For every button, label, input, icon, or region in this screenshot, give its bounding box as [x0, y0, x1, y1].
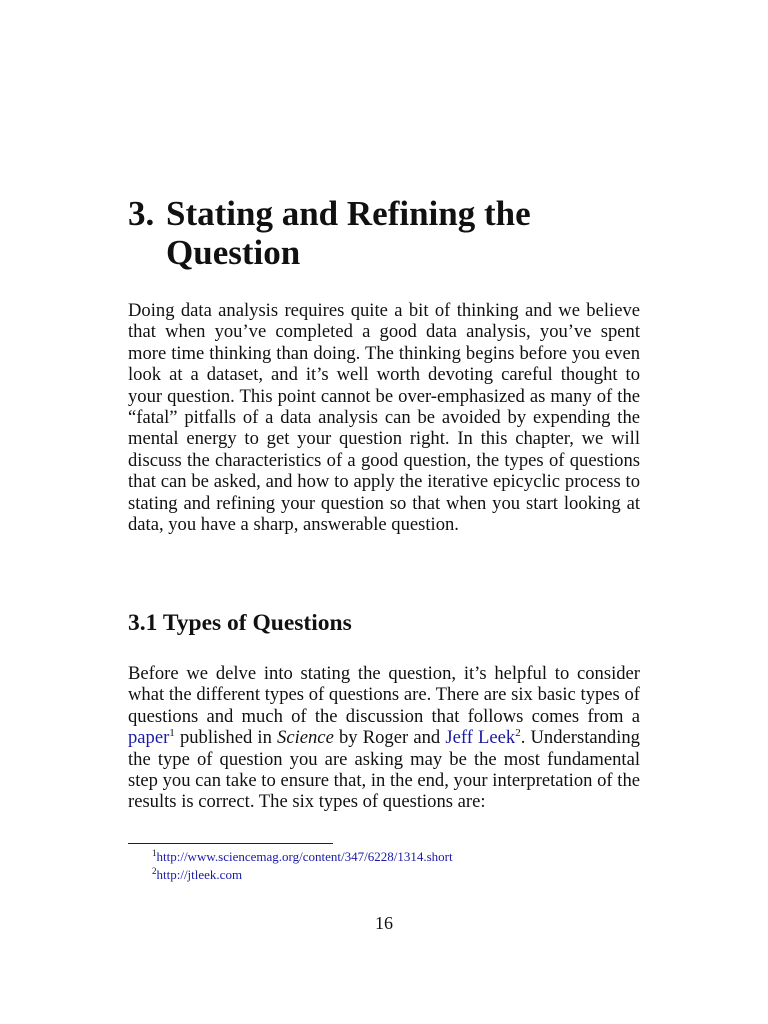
footnote-ref-1[interactable]: 1: [169, 727, 175, 740]
journal-name: Science: [277, 727, 334, 749]
types-paragraph-text-1: Before we delve into stating the question, it’s helpful to consider what the different types of questions are. There are six basic types of questions and much of the discussion that follows comes from a: [128, 663, 640, 727]
footnote-1: [152, 848, 632, 866]
footnote-2-number: 2: [152, 866, 157, 876]
chapter-title-line1: Stating and Refining the: [166, 194, 531, 233]
footnotes: [152, 848, 632, 884]
intro-paragraph: Doing data analysis requires quite a bit of thinking and we believe that when you’ve completed a good data analysis, you’ve spent more time thinking than doing. The thinking begins before you even look at a dataset, and it’s well worth devoting careful thought to your question. This point cannot be over-emphasized as many of the “fatal” pitfalls of a data analysis can be avoided by expending the mental energy to get your question right. In this chapter, we will discuss the characteristics of a good question, the types of questions that can be asked, and how to apply the iterative epicyclic process to stating and refining your question so that when you start looking at data, you have a sharp, answerable question.: [128, 300, 640, 536]
types-paragraph-text-4: . Understanding the type of question you are asking may be the most fundamental step you can take to ensure that, in the end, your interpretation of the results is correct. The six types of questions are:: [128, 727, 640, 813]
footnote-1-number: 1: [152, 848, 157, 858]
paper-link[interactable]: paper: [128, 727, 170, 749]
types-paragraph-text-2: published in: [174, 727, 278, 749]
chapter-number: 3.: [128, 194, 155, 233]
types-paragraph: [128, 663, 640, 813]
types-paragraph-text-3: by Roger and: [333, 727, 446, 749]
section-title: 3.1 Types of Questions: [128, 610, 352, 636]
chapter-title-line2: Question: [166, 233, 301, 272]
jeff-leek-link[interactable]: Jeff Leek: [445, 727, 516, 749]
footnote-ref-2[interactable]: 2: [515, 727, 521, 740]
footnote-2-link[interactable]: http://jtleek.com: [156, 867, 243, 882]
footnote-1-link[interactable]: http://www.sciencemag.org/content/347/6228/1314.short: [156, 849, 453, 864]
chapter-title: [128, 194, 640, 272]
page-number: 16: [375, 913, 393, 933]
footnote-2: [152, 866, 632, 884]
footnote-divider: [128, 843, 333, 844]
